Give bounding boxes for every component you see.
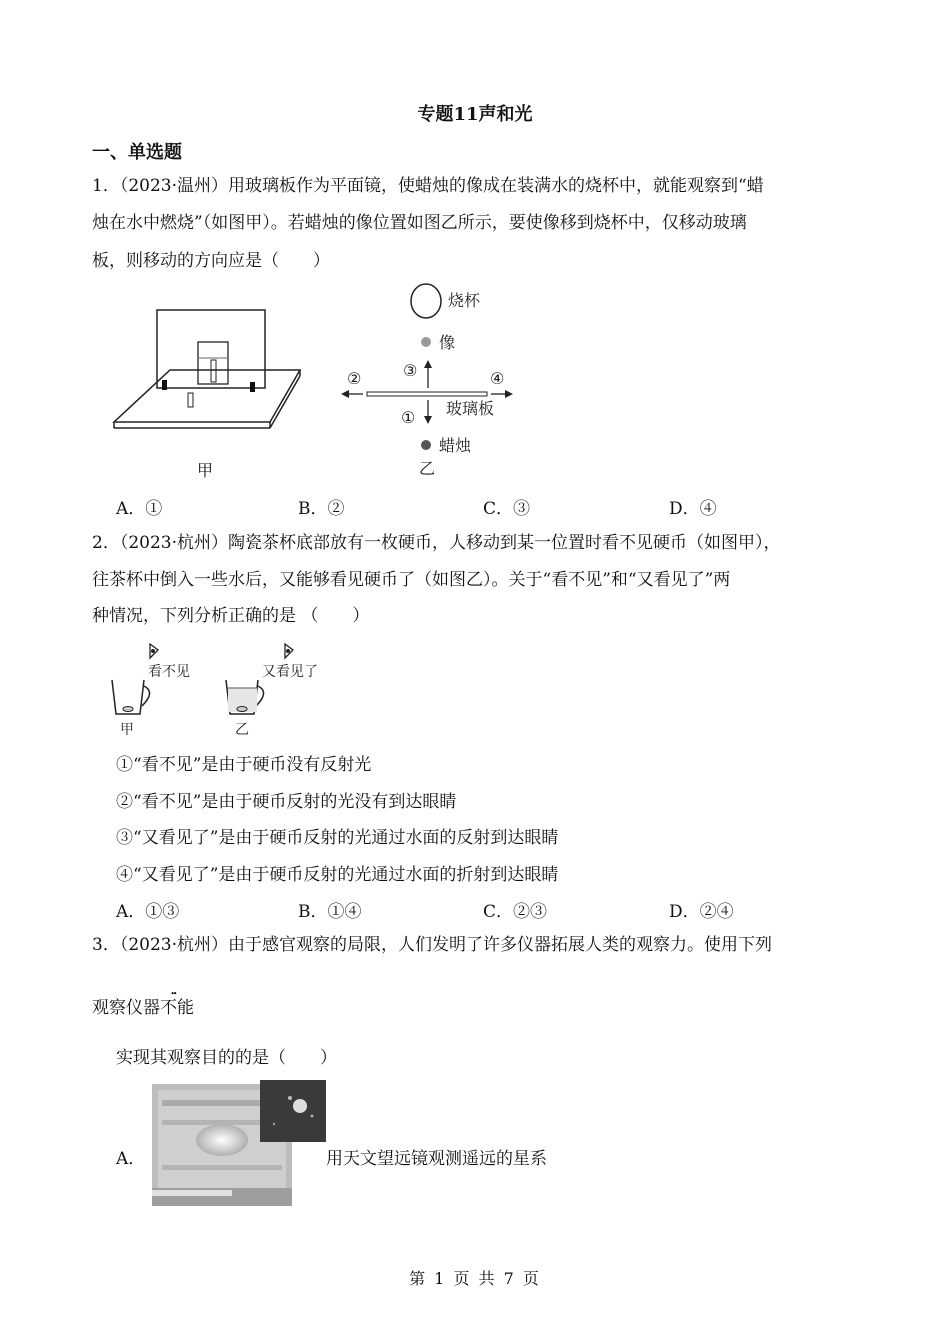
beaker-label: 烧杯 (448, 291, 481, 310)
q3-line-2: 观察仪器不能 (92, 998, 194, 1018)
candle-label: 蜡烛 (439, 436, 472, 455)
q2-statement-2: ②“看不见”是由于硬币反射的光没有到达眼睛 (116, 792, 457, 812)
q2-figure (100, 636, 340, 740)
image-label: 像 (439, 333, 456, 352)
section-heading: 一、单选题 (92, 142, 182, 163)
q2-line-2: 往茶杯中倒入一些水后，又能够看见硬币了（如图乙）。关于“看不见”和“又看见了”两 (92, 570, 731, 590)
q3-option-a-text[interactable]: 用天文望远镜观测遥远的星系 (326, 1149, 547, 1169)
direction-3: ③ (403, 361, 418, 380)
q1-figure-yi (335, 280, 525, 480)
direction-1: ① (401, 408, 416, 427)
q1-line-3: 板，则移动的方向应是（ ） (92, 251, 330, 271)
q2-statement-3: ③“又看见了”是由于硬币反射的光通过水面的反射到达眼睛 (116, 828, 559, 848)
q3-option-a-label[interactable]: A． (116, 1149, 146, 1169)
q3-option-a-image (152, 1080, 326, 1206)
q3-line-1: 3．（2023·杭州）由于感官观察的局限，人们发明了许多仪器拓展人类的观察力。使用下列 (92, 935, 772, 955)
q2-option-d[interactable]: D．②④ (669, 902, 734, 922)
q1-figure-jia-label: 甲 (197, 461, 214, 480)
q2-line-1: 2．（2023·杭州）陶瓷茶杯底部放有一枚硬币，人移动到某一位置时看不见硬币（如图甲）， (92, 533, 781, 553)
q1-figure-yi-label: 乙 (419, 459, 436, 478)
q1-line-1: 1．（2023·温州）用玻璃板作为平面镜，使蜡烛的像成在装满水的烧杯中，就能观察到“蜡 (92, 176, 764, 196)
q2-option-a[interactable]: A．①③ (116, 902, 180, 922)
q2-fig-yi: 乙 (235, 722, 249, 738)
cap-kan-bu-jian: 看不见 (148, 664, 190, 680)
cap-you-kan-jian: 又看见了 (262, 664, 318, 680)
q3-line-3: 实现其观察目的的是（ ） (116, 1048, 337, 1068)
q1-option-d[interactable]: D．④ (669, 499, 717, 519)
q1-option-c[interactable]: C．③ (483, 499, 531, 519)
q1-line-2: 烛在水中燃烧”（如图甲）。若蜡烛的像位置如图乙所示，要使像移到烧杯中，仅移动玻璃 (92, 213, 747, 233)
q1-option-b[interactable]: B．② (298, 499, 345, 519)
q2-option-b[interactable]: B．①④ (298, 902, 362, 922)
q2-line-3: 种情况，下列分析正确的是 （ ） (92, 606, 370, 626)
direction-4: ④ (490, 369, 505, 388)
q1-option-a[interactable]: A．① (116, 499, 163, 519)
q2-statement-4: ④“又看见了”是由于硬币反射的光通过水面的折射到达眼睛 (116, 865, 559, 885)
page-title: 专题11声和光 (417, 104, 533, 125)
plate-label: 玻璃板 (446, 399, 495, 418)
page-footer: 第 1 页 共 7 页 (409, 1269, 541, 1288)
q2-fig-jia: 甲 (120, 722, 134, 738)
q2-statement-1: ①“看不见”是由于硬币没有反射光 (116, 755, 372, 775)
emphasis-dots: ．． (170, 979, 184, 999)
q2-option-c[interactable]: C．②③ (483, 902, 548, 922)
direction-2: ② (347, 369, 362, 388)
